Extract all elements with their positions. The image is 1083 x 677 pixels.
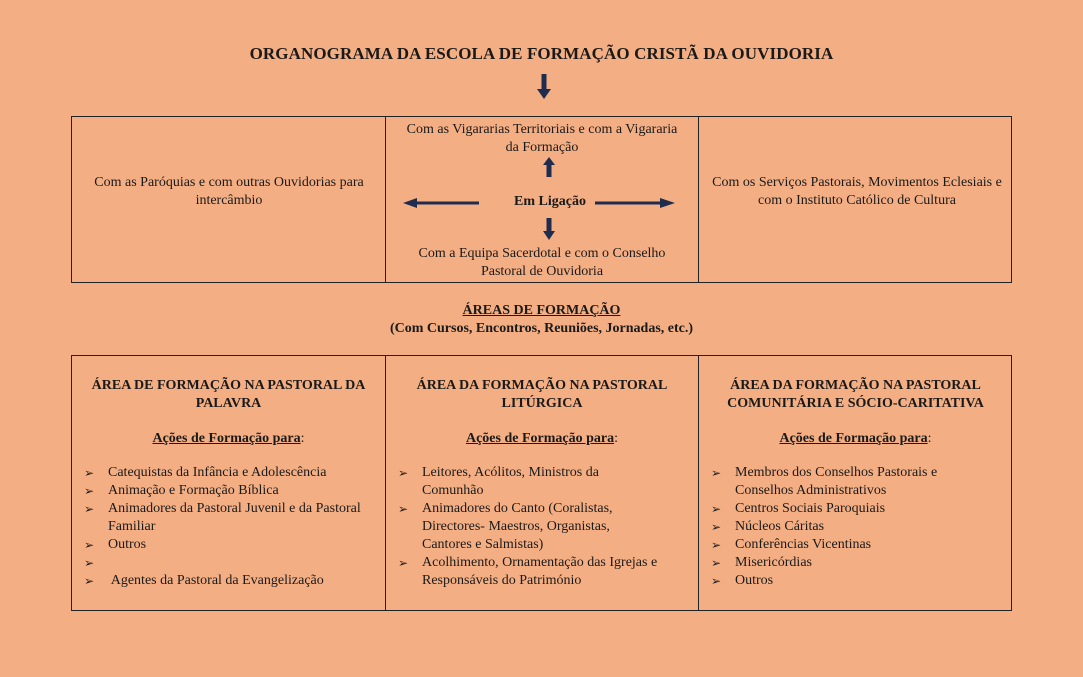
actions-colon: :: [927, 431, 932, 446]
list-item-text: Animação e Formação Bíblica: [108, 483, 279, 498]
list-item: [72, 500, 385, 536]
actions-list: [699, 464, 1012, 590]
bullet-arrow-icon: ➢: [711, 520, 722, 534]
areas-box: [71, 355, 1012, 611]
bullet-arrow-icon: ➢: [398, 502, 409, 516]
list-item: [72, 572, 385, 590]
arrow-down-icon: [536, 74, 552, 100]
bullet-arrow-icon: ➢: [711, 556, 722, 570]
liaison-center-bottom-text: Com a Equipa Sacerdotal e com o Conselho Pastoral de Ouvidoria: [418, 246, 666, 279]
liaison-right-text: Com os Serviços Pastorais, Movimentos Eclesiais e com o Instituto Católico de Cultura: [712, 175, 1002, 208]
bullet-arrow-icon: ➢: [711, 502, 722, 516]
list-item: [699, 518, 982, 536]
list-item-text: Leitores, Acólitos, Ministros da Comunhão: [422, 465, 599, 498]
list-item: [386, 500, 666, 554]
list-item: [386, 464, 666, 500]
bullet-arrow-icon: ➢: [84, 502, 95, 516]
bullet-arrow-icon: ➢: [711, 538, 722, 552]
arrow-down-icon: [542, 218, 556, 240]
divider: [385, 117, 386, 282]
actions-label: [386, 430, 698, 448]
actions-colon: :: [614, 431, 619, 446]
list-item: [699, 500, 982, 518]
liaison-center-label: Em Ligação: [514, 194, 586, 209]
diagram-title: ORGANOGRAMA DA ESCOLA DE FORMAÇÃO CRISTÃ DA OUVIDORIA: [249, 44, 834, 63]
list-item-text: Catequistas da Infância e Adolescência: [108, 465, 327, 480]
arrow-up-icon: [542, 157, 556, 177]
list-item: [699, 554, 982, 572]
list-item: [699, 464, 982, 500]
list-item-text: Centros Sociais Paroquiais: [735, 501, 886, 516]
area-liturgica: [386, 356, 698, 610]
arrow-left-icon: [403, 197, 479, 209]
bullet-arrow-icon: ➢: [84, 574, 95, 588]
area-heading: ÁREA DA FORMAÇÃO NA PASTORAL LITÚRGICA: [416, 378, 668, 411]
actions-list: [386, 464, 698, 590]
bullet-arrow-icon: ➢: [84, 466, 95, 480]
list-item-text: Núcleos Cáritas: [735, 519, 825, 534]
liaison-box: [71, 116, 1012, 283]
list-item-text: Outros: [735, 573, 774, 588]
divider: [698, 117, 699, 282]
liaison-left-text: Com as Paróquias e com outras Ouvidorias para intercâmbio: [94, 175, 364, 208]
area-comunitaria: [699, 356, 1012, 610]
list-item-text: Acolhimento, Ornamentação das Igrejas e Responsáveis do Património: [422, 555, 658, 588]
list-item: [72, 554, 385, 572]
bullet-arrow-icon: ➢: [84, 538, 95, 552]
area-heading: ÁREA DE FORMAÇÃO NA PASTORAL DA PALAVRA: [91, 378, 366, 411]
bullet-arrow-icon: ➢: [84, 556, 95, 570]
actions-label-text: Ações de Formação para: [152, 431, 301, 446]
actions-label-text: Ações de Formação para: [779, 431, 928, 446]
areas-header: [0, 302, 1083, 338]
area-heading: ÁREA DA FORMAÇÃO NA PASTORAL COMUNITÁRIA E SÓCIO-CARITATIVA: [727, 378, 984, 411]
list-item: [699, 536, 982, 554]
liaison-center-top-text: Com as Vigararias Territoriais e com a Vigararia da Formação: [406, 122, 678, 155]
bullet-arrow-icon: ➢: [398, 466, 409, 480]
list-item: [386, 554, 692, 590]
bullet-arrow-icon: ➢: [711, 574, 722, 588]
list-item: [72, 464, 385, 482]
list-item-text: Agentes da Pastoral da Evangelização: [108, 573, 324, 588]
actions-list: [72, 464, 385, 590]
list-item-text: Conferências Vicentinas: [735, 537, 872, 552]
actions-colon: :: [300, 431, 305, 446]
bullet-arrow-icon: ➢: [398, 556, 409, 570]
arrow-right-icon: [595, 197, 675, 209]
actions-label-text: Ações de Formação para: [465, 431, 615, 446]
bullet-arrow-icon: ➢: [84, 484, 95, 498]
list-item: [72, 536, 385, 554]
list-item: [72, 482, 385, 500]
actions-label: [699, 430, 1012, 448]
actions-label: [72, 430, 385, 448]
list-item: [699, 572, 982, 590]
list-item-text: Membros dos Conselhos Pastorais e Conselhos Administrativos: [735, 465, 938, 498]
areas-title: ÁREAS DE FORMAÇÃO: [462, 303, 621, 318]
bullet-arrow-icon: ➢: [711, 466, 722, 480]
list-item-text: Outros: [108, 537, 147, 552]
area-palavra: [72, 356, 385, 610]
list-item-text: Misericórdias: [735, 555, 812, 570]
areas-subtitle: (Com Cursos, Encontros, Reuniões, Jornadas, etc.): [389, 321, 694, 336]
list-item-text: Animadores do Canto (Coralistas, Directores- Maestros, Organistas, Cantores e Salmistas): [422, 501, 613, 552]
list-item-text: Animadores da Pastoral Juvenil e da Pastoral Familiar: [108, 501, 361, 534]
